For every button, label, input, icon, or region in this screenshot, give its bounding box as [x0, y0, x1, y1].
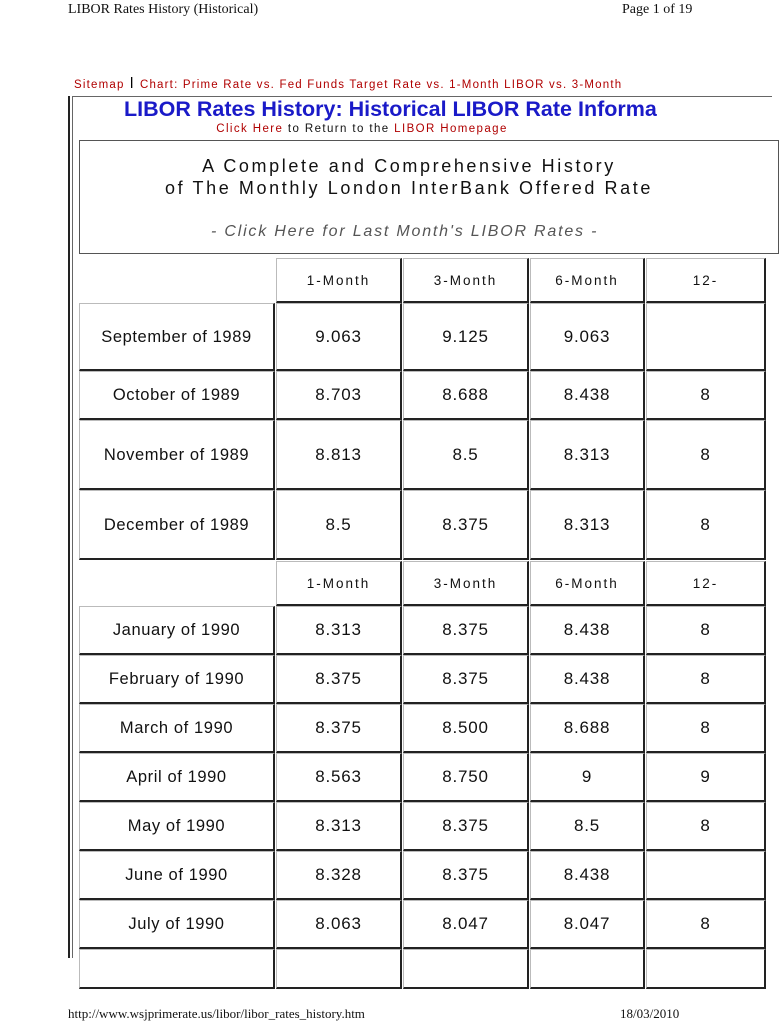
page-title: LIBOR Rates History: Historical LIBOR Rate Informa — [124, 97, 657, 121]
headline-line-1: A Complete and Comprehensive History — [202, 156, 616, 176]
table-cell-partial — [403, 949, 529, 989]
rate-cell: 8.063 — [276, 900, 402, 949]
rate-cell: 8.750 — [403, 753, 529, 802]
rate-cell: 8.375 — [403, 851, 529, 900]
column-header: 6-Month — [530, 258, 645, 303]
row-label: July of 1990 — [79, 900, 275, 949]
rate-cell: 8.313 — [530, 490, 645, 560]
rate-cell: 8.5 — [530, 802, 645, 851]
table-cell-partial — [79, 949, 275, 989]
content-area — [68, 96, 719, 958]
sitemap-link[interactable]: Sitemap — [74, 79, 125, 91]
rate-cell: 8.500 — [403, 704, 529, 753]
rate-cell: 8 — [646, 655, 766, 704]
rate-cell: 8 — [646, 802, 766, 851]
return-line — [68, 123, 656, 135]
rate-cell: 8 — [646, 490, 766, 560]
rate-cell: 8.438 — [530, 371, 645, 420]
rate-cell: 8.703 — [276, 371, 402, 420]
row-label: December of 1989 — [79, 490, 275, 560]
libor-homepage-link[interactable]: LIBOR Homepage — [394, 123, 508, 135]
rate-cell: 8.438 — [530, 655, 645, 704]
print-footer-date: 18/03/2010 — [620, 1006, 680, 1021]
return-line-text: to Return to the — [283, 123, 395, 135]
left-rule — [68, 96, 70, 958]
intro-box — [79, 140, 779, 254]
rate-cell: 8 — [646, 704, 766, 753]
column-header: 1-Month — [276, 561, 402, 606]
table-cell-partial — [276, 949, 402, 989]
rate-cell: 8.047 — [403, 900, 529, 949]
rate-cell: 8.375 — [403, 490, 529, 560]
outer-table-left-rule — [72, 96, 73, 958]
rate-cell: 9.125 — [403, 303, 529, 371]
column-header: 12- — [646, 258, 766, 303]
rate-cell — [646, 303, 766, 371]
rate-cell: 8.313 — [530, 420, 645, 490]
nav-separator: l — [130, 75, 135, 92]
print-footer-url: http://www.wsjprimerate.us/libor/libor_rates_history.htm — [68, 1006, 365, 1021]
table-cell-partial — [646, 949, 766, 989]
rate-cell — [646, 851, 766, 900]
headline-line-2: of The Monthly London InterBank Offered Rate — [165, 178, 653, 198]
rate-cell: 8.438 — [530, 851, 645, 900]
click-here-link[interactable]: Click Here — [216, 123, 284, 135]
rate-cell: 8 — [646, 371, 766, 420]
rate-cell: 8.438 — [530, 606, 645, 655]
rate-cell: 9 — [646, 753, 766, 802]
rate-cell: 8 — [646, 900, 766, 949]
rate-cell: 8 — [646, 420, 766, 490]
row-label: April of 1990 — [79, 753, 275, 802]
rate-cell: 8.813 — [276, 420, 402, 490]
row-label: June of 1990 — [79, 851, 275, 900]
rate-cell: 9.063 — [276, 303, 402, 371]
chart-link[interactable]: Chart: Prime Rate vs. Fed Funds Target Rate vs. 1-Month LIBOR vs. 3-Month — [139, 79, 623, 91]
row-label: October of 1989 — [79, 371, 275, 420]
rate-cell: 8.047 — [530, 900, 645, 949]
rate-cell: 8.375 — [276, 704, 402, 753]
top-nav — [74, 75, 714, 92]
rate-cell: 8.688 — [530, 704, 645, 753]
rate-cell: 8.313 — [276, 802, 402, 851]
print-page-number: Page 1 of 19 — [622, 2, 693, 17]
column-header: 12- — [646, 561, 766, 606]
row-label: May of 1990 — [79, 802, 275, 851]
column-header: 3-Month — [403, 258, 529, 303]
rate-cell: 8.375 — [403, 655, 529, 704]
rate-cell: 8.375 — [276, 655, 402, 704]
rate-cell: 8.563 — [276, 753, 402, 802]
column-header: 6-Month — [530, 561, 645, 606]
rate-cell: 8.313 — [276, 606, 402, 655]
rate-cell: 8 — [646, 606, 766, 655]
last-month-rates-link[interactable]: - Click Here for Last Month's LIBOR Rates - — [211, 223, 599, 240]
rate-cell: 8.5 — [403, 420, 529, 490]
row-label: February of 1990 — [79, 655, 275, 704]
rate-cell: 9 — [530, 753, 645, 802]
row-label: January of 1990 — [79, 606, 275, 655]
intro-headline — [154, 155, 664, 199]
table-cell-partial — [530, 949, 645, 989]
rate-cell: 8.688 — [403, 371, 529, 420]
row-label: November of 1989 — [79, 420, 275, 490]
rate-cell: 8.375 — [403, 606, 529, 655]
rate-cell: 8.375 — [403, 802, 529, 851]
row-label: September of 1989 — [79, 303, 275, 371]
row-label: March of 1990 — [79, 704, 275, 753]
print-header-title: LIBOR Rates History (Historical) — [68, 2, 259, 17]
rate-cell: 8.328 — [276, 851, 402, 900]
rate-cell: 9.063 — [530, 303, 645, 371]
rate-cell: 8.5 — [276, 490, 402, 560]
column-header: 3-Month — [403, 561, 529, 606]
column-header: 1-Month — [276, 258, 402, 303]
